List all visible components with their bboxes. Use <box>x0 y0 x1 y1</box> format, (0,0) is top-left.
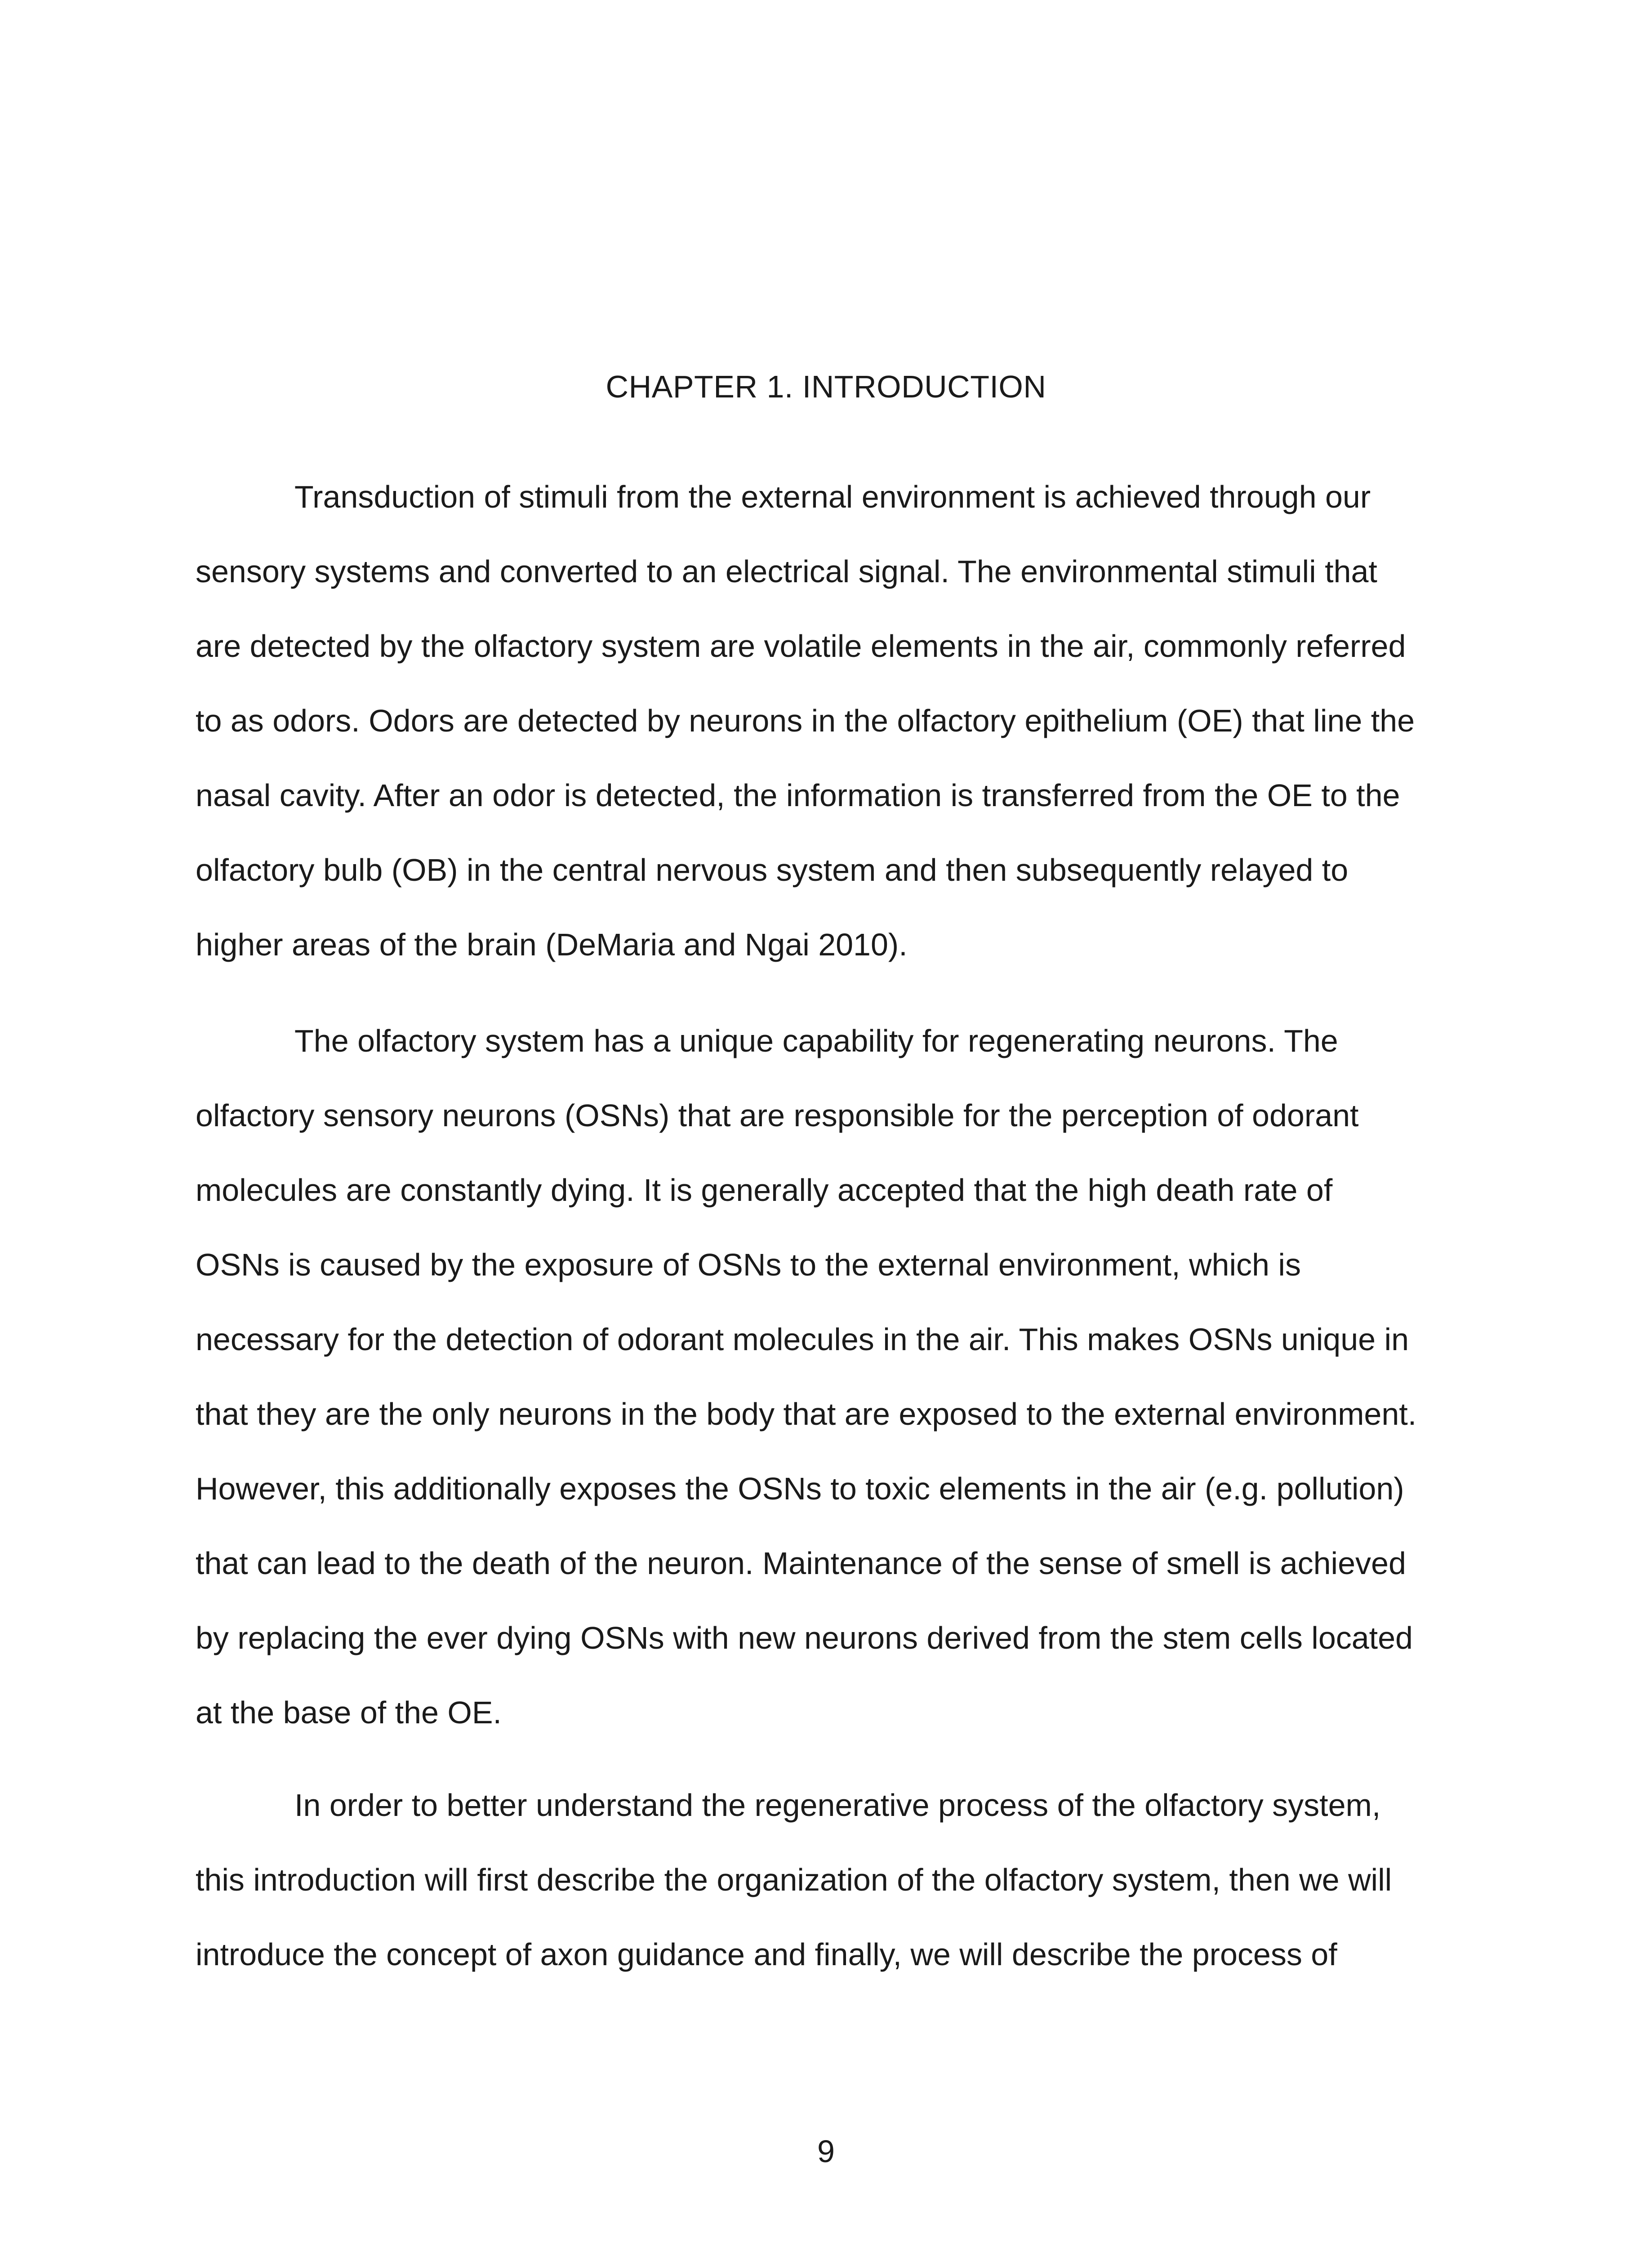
paragraph-line: at the base of the OE. <box>196 1695 502 1730</box>
paragraph-line: that can lead to the death of the neuron. Maintenance of the sense of smell is achieved <box>196 1546 1406 1581</box>
paragraph-2 <box>196 1021 1459 1767</box>
paragraph-line: introduce the concept of axon guidance and finally, we will describe the process of <box>196 1937 1337 1972</box>
paragraph-line: The olfactory system has a unique capability for regenerating neurons. The <box>294 1023 1338 1058</box>
paragraph-line: OSNs is caused by the exposure of OSNs to the external environment, which is <box>196 1247 1301 1282</box>
paragraph-line: molecules are constantly dying. It is generally accepted that the high death rate of <box>196 1173 1333 1208</box>
paragraph-3 <box>196 1785 1459 2009</box>
paragraph-line: Transduction of stimuli from the external environment is achieved through our <box>294 479 1371 514</box>
paragraph-line: nasal cavity. After an odor is detected, the information is transferred from the OE to the <box>196 778 1400 813</box>
paragraph-line: higher areas of the brain (DeMaria and Ngai 2010). <box>196 927 908 962</box>
paragraph-line: However, this additionally exposes the OSNs to toxic elements in the air (e.g. pollution) <box>196 1471 1404 1506</box>
paragraph-line: to as odors. Odors are detected by neurons in the olfactory epithelium (OE) that line the <box>196 703 1415 738</box>
paragraph-line: by replacing the ever dying OSNs with new neurons derived from the stem cells located <box>196 1620 1413 1655</box>
paragraph-line: that they are the only neurons in the body that are exposed to the external environment. <box>196 1396 1417 1432</box>
paragraph-line: necessary for the detection of odorant molecules in the air. This makes OSNs unique in <box>196 1322 1409 1357</box>
paragraph-line: are detected by the olfactory system are volatile elements in the air, commonly referred <box>196 629 1406 664</box>
paragraph-line: In order to better understand the regenerative process of the olfactory system, <box>294 1788 1381 1823</box>
chapter-title: CHAPTER 1. INTRODUCTION <box>606 369 1046 404</box>
paragraph-1 <box>196 477 1459 999</box>
paragraph-line: olfactory bulb (OB) in the central nervous system and then subsequently relayed to <box>196 852 1349 888</box>
paragraph-line: this introduction will first describe the organization of the olfactory system, then we will <box>196 1862 1392 1897</box>
paragraph-line: olfactory sensory neurons (OSNs) that are responsible for the perception of odorant <box>196 1098 1359 1133</box>
page-number: 9 <box>817 2134 835 2169</box>
paragraph-line: sensory systems and converted to an electrical signal. The environmental stimuli that <box>196 554 1377 589</box>
